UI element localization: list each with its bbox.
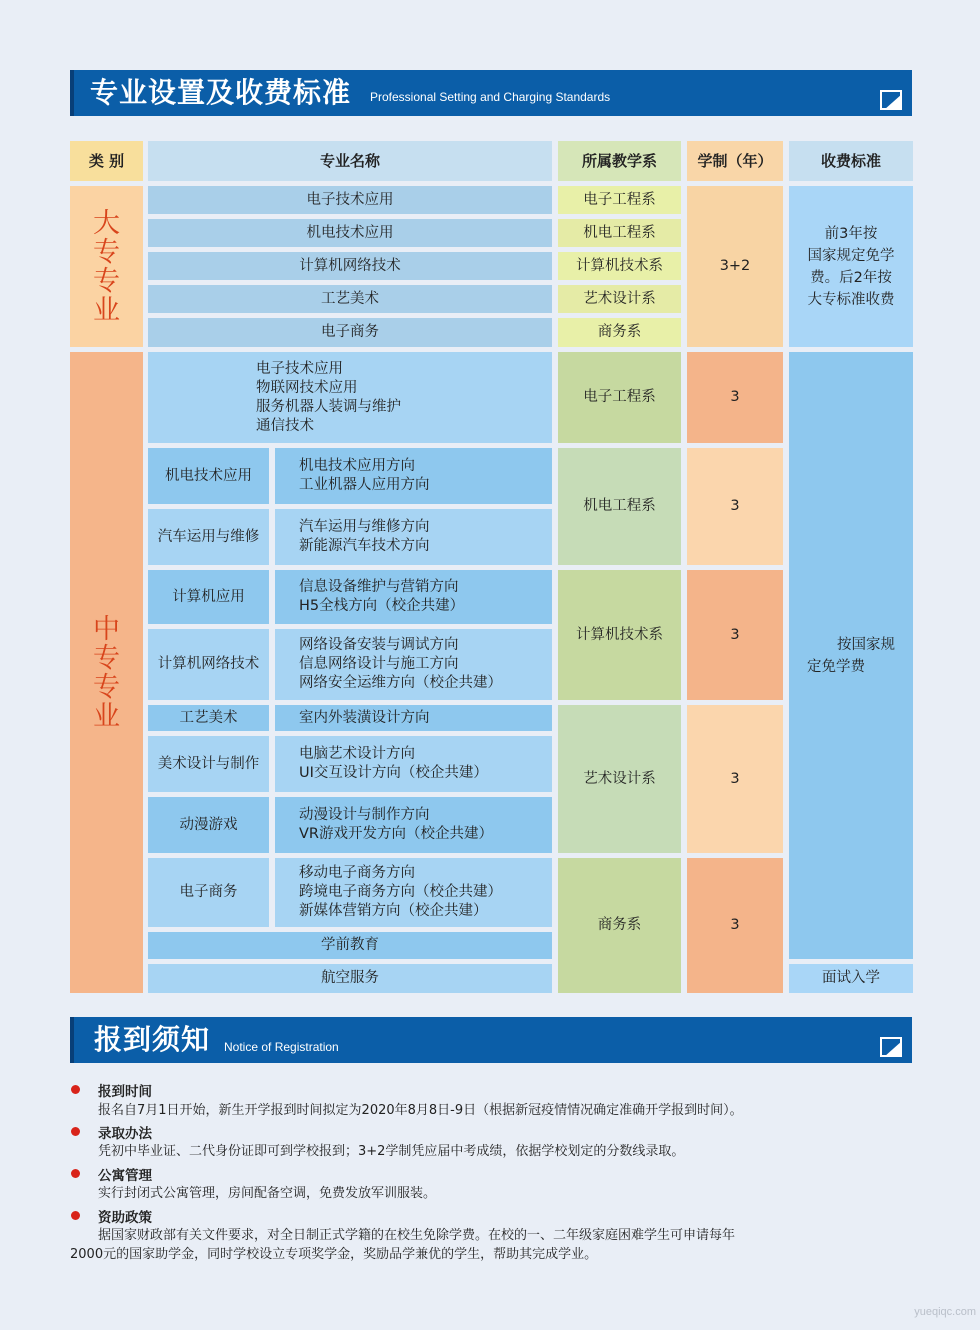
bullet-icon (71, 1127, 80, 1136)
dept-cell: 计算机技术系 (558, 570, 681, 700)
fee-line: 费。后2年按 (810, 269, 892, 286)
direction-line: 动漫设计与制作方向 (299, 807, 430, 823)
category-dazhuan (70, 186, 143, 347)
dept-cell: 艺术设计系 (558, 705, 681, 853)
category-label: 大专专业 (93, 207, 120, 326)
direction-cell (275, 448, 552, 504)
direction-line: 汽车运用与维修方向 (299, 519, 430, 535)
fee-line: 大专标准收费 (807, 291, 895, 308)
corner-icon (880, 90, 902, 110)
bullet-icon (71, 1169, 80, 1178)
bullet-icon (71, 1085, 80, 1094)
header-years: 学制（年） (687, 141, 783, 181)
header-dept: 所属教学系 (558, 141, 681, 181)
dept-cell: 计算机技术系 (558, 252, 681, 280)
fee-line: 按国家规 (837, 636, 895, 653)
years-cell: 3 (687, 705, 783, 853)
corner-icon (880, 1037, 902, 1057)
major-cell: 机电技术应用 (148, 219, 552, 247)
direction-line: 网络安全运维方向（校企共建） (299, 675, 502, 691)
major-line: 物联网技术应用 (256, 379, 358, 396)
direction-cell: 室内外装潢设计方向 (275, 705, 552, 731)
major-cell: 美术设计与制作 (148, 736, 269, 792)
direction-line: H5全栈方向（校企共建） (299, 598, 465, 614)
major-cell: 航空服务 (148, 964, 552, 993)
section-subtitle: Notice of Registration (224, 1040, 339, 1054)
bullet-icon (71, 1211, 80, 1220)
notice-text: 2000元的国家助学金，同时学校设立专项奖学金，奖励品学兼优的学生，帮助其完成学业。 (70, 1247, 598, 1262)
section-subtitle: Professional Setting and Charging Standards (370, 90, 611, 104)
fee-line: 国家规定免学 (807, 247, 895, 264)
direction-line: VR游戏开发方向（校企共建） (299, 826, 493, 842)
notice-text: 实行封闭式公寓管理，房间配备空调，免费发放军训服装。 (98, 1186, 437, 1201)
watermark: yueqiqc.com (914, 1306, 976, 1318)
notice-heading: 公寓管理 (98, 1168, 152, 1184)
category-label: 中专专业 (93, 613, 120, 732)
dept-cell: 商务系 (558, 858, 681, 993)
direction-line: 新媒体营销方向（校企共建） (299, 903, 488, 919)
dept-cell: 机电工程系 (558, 448, 681, 565)
direction-cell (275, 736, 552, 792)
major-cell: 学前教育 (148, 932, 552, 959)
direction-line: 跨境电子商务方向（校企共建） (299, 884, 502, 900)
section-title: 报到须知 (94, 1023, 211, 1056)
category-zhongzhuan (70, 352, 143, 993)
fee-cell-zhongzhuan (789, 352, 913, 959)
years-cell: 3+2 (687, 186, 783, 347)
major-cell: 动漫游戏 (148, 797, 269, 853)
direction-cell (275, 570, 552, 624)
major-line: 电子技术应用 (256, 360, 343, 377)
years-cell: 3 (687, 352, 783, 443)
header-category: 类 别 (70, 141, 143, 181)
notice-heading: 录取办法 (98, 1126, 152, 1142)
header-fee: 收费标准 (789, 141, 913, 181)
years-cell: 3 (687, 448, 783, 565)
direction-cell (275, 797, 552, 853)
major-cell: 电子商务 (148, 318, 552, 347)
dept-cell: 艺术设计系 (558, 285, 681, 313)
fee-line: 定免学费 (807, 658, 865, 675)
notice-text: 报名自7月1日开始，新生开学报到时间拟定为2020年8月8日-9日（根据新冠疫情情况确定准确开学报到时间）。 (98, 1103, 743, 1118)
direction-line: UI交互设计方向（校企共建） (299, 765, 488, 781)
dept-cell: 机电工程系 (558, 219, 681, 247)
major-cell: 机电技术应用 (148, 448, 269, 504)
direction-line: 工业机器人应用方向 (299, 477, 430, 493)
fee-cell-interview: 面试入学 (789, 964, 913, 993)
section-banner-registration (70, 1017, 912, 1063)
major-line: 服务机器人装调与维护 (256, 398, 401, 415)
notice-heading: 报到时间 (98, 1084, 152, 1100)
years-cell: 3 (687, 570, 783, 700)
direction-line: 信息设备维护与营销方向 (299, 579, 459, 595)
direction-cell (275, 509, 552, 565)
direction-line: 新能源汽车技术方向 (299, 538, 430, 554)
major-line: 通信技术 (256, 417, 314, 434)
notice-text: 据国家财政部有关文件要求，对全日制正式学籍的在校生免除学费。在校的一、二年级家庭困难学生可申请每年 (98, 1228, 736, 1243)
major-cell: 计算机网络技术 (148, 629, 269, 700)
direction-line: 移动电子商务方向 (299, 865, 415, 881)
dept-cell: 电子工程系 (558, 352, 681, 443)
major-cell: 电子商务 (148, 858, 269, 927)
header-major: 专业名称 (148, 141, 552, 181)
direction-line: 机电技术应用方向 (299, 458, 415, 474)
direction-line: 网络设备安装与调试方向 (299, 637, 459, 653)
direction-line: 电脑艺术设计方向 (299, 746, 415, 762)
major-cell: 工艺美术 (148, 705, 269, 731)
major-cell: 计算机网络技术 (148, 252, 552, 280)
major-cell: 计算机应用 (148, 570, 269, 624)
notice-heading: 资助政策 (98, 1210, 152, 1226)
major-cell: 电子技术应用 (148, 186, 552, 214)
direction-line: 信息网络设计与施工方向 (299, 656, 459, 672)
years-cell: 3 (687, 858, 783, 993)
section-banner-majors (70, 70, 912, 116)
major-cell: 汽车运用与维修 (148, 509, 269, 565)
major-cell: 工艺美术 (148, 285, 552, 313)
dept-cell: 商务系 (558, 318, 681, 347)
direction-cell (275, 629, 552, 700)
major-cell-multi (148, 352, 552, 443)
section-title: 专业设置及收费标准 (90, 76, 352, 109)
fee-cell-dazhuan (789, 186, 913, 347)
dept-cell: 电子工程系 (558, 186, 681, 214)
direction-cell (275, 858, 552, 927)
fee-line: 前3年按 (824, 225, 878, 242)
notice-text: 凭初中毕业证、二代身份证即可到学校报到；3+2学制凭应届中考成绩，依据学校划定的分数线录取。 (98, 1144, 685, 1159)
